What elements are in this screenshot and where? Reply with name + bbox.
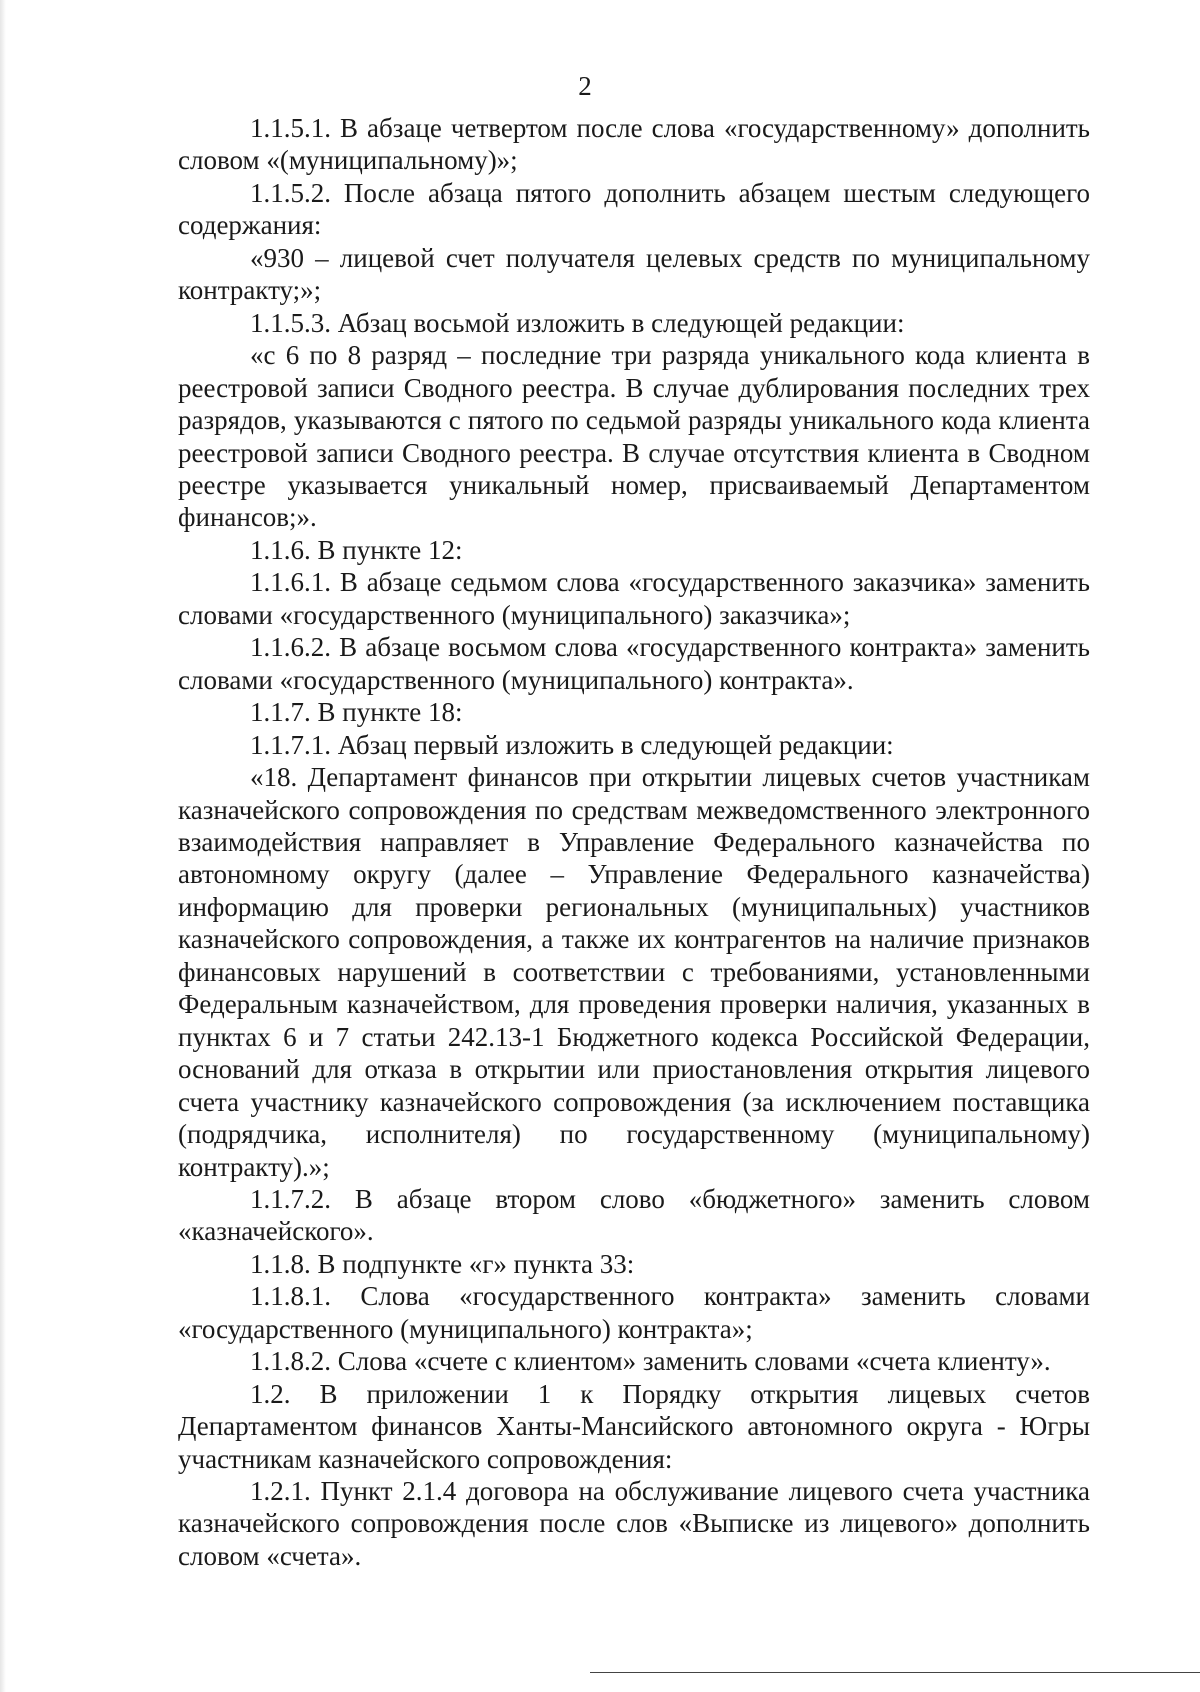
paragraph-1-1-8-1: 1.1.8.1. Слова «государственного контракта» заменить словами «государственного (муниципального) контракта»; [178, 1281, 1090, 1344]
paragraph-1-1-8-2: 1.1.8.2. Слова «счете с клиентом» заменить словами «счета клиенту». [250, 1346, 1051, 1377]
page-number: 2 [578, 71, 592, 101]
paragraph-1-1-5-2: 1.1.5.2. После абзаца пятого дополнить абзацем шестым следующего содержания: [178, 177, 1090, 241]
paragraph-1-1-7-2: 1.1.7.2. В абзаце втором слово «бюджетного» заменить словом «казначейского». [178, 1183, 1090, 1247]
paragraph-1-1-7-1: 1.1.7.1. Абзац первый изложить в следующей редакции: [250, 729, 894, 760]
paragraph-1-1-5-1: 1.1.5.1. В абзаце четвертом после слова «государственному» дополнить словом «(муниципальному)»; [178, 113, 1090, 176]
paragraph-1-1-6-1: 1.1.6.1. В абзаце седьмом слова «государственного заказчика» заменить словами «государственного (муниципального) заказчика»; [178, 567, 1090, 630]
scan-edge-shadow [0, 0, 6, 1692]
document-body [178, 112, 1090, 1572]
paragraph-1-1-7: 1.1.7. В пункте 18: [250, 697, 463, 728]
paragraph-1-1-5-3: 1.1.5.3. Абзац восьмой изложить в следующей редакции: [250, 307, 905, 338]
paragraph-quote-18: «18. Департамент финансов при открытии лицевых счетов участникам казначейского сопровождения по средствам межведомственного электронного взаимодействия направляет в Управление Федерального казначейства по автономному округу (далее – Управление Федерального казначейства) информацию для проверки региональных (муниципальных) участников казначейского сопровождения, а также их контрагентов на наличие признаков финансовых нарушений в соответствии с требованиями, установленными Федеральным казначейством, для проведения проверки наличия, указанных в пунктах 6 и 7 статьи 242.13-1 Бюджетного кодекса Российской Федерации, оснований для отказа в открытии или приостановления открытия лицевого счета участнику казначейского сопровождения (за исключением поставщика (подрядчика, исполнителя) по государственному (муниципальному) контракту).»; [178, 762, 1090, 1182]
paragraph-quote-930: «930 – лицевой счет получателя целевых средств по муниципальному контракту;»; [178, 242, 1090, 306]
paragraph-1-2-1: 1.2.1. Пункт 2.1.4 договора на обслуживание лицевого счета участника казначейского сопровождения после слов «Выписке из лицевого» дополнить словом «счета». [178, 1476, 1090, 1571]
paragraph-1-1-6: 1.1.6. В пункте 12: [250, 534, 463, 565]
footer-divider [590, 1672, 1200, 1673]
paragraph-quote-digits: «с 6 по 8 разряд – последние три разряда уникального кода клиента в реестровой записи Сводного реестра. В случае дублирования последних трех разрядов, указываются с пятого по седьмой разряды уникального кода клиента реестровой записи Сводного реестра. В случае отсутствия клиента в Сводном реестре указывается уникальный номер, присваиваемый Департаментом финансов;». [178, 340, 1090, 533]
paragraph-1-2: 1.2. В приложении 1 к Порядку открытия лицевых счетов Департаментом финансов Ханты-Мансийского автономного округа - Югры участникам казначейского сопровождения: [178, 1378, 1090, 1474]
paragraph-1-1-6-2: 1.1.6.2. В абзаце восьмом слова «государственного контракта» заменить словами «государственного (муниципального) контракта». [178, 632, 1090, 695]
paragraph-1-1-8: 1.1.8. В подпункте «г» пункта 33: [250, 1248, 635, 1279]
